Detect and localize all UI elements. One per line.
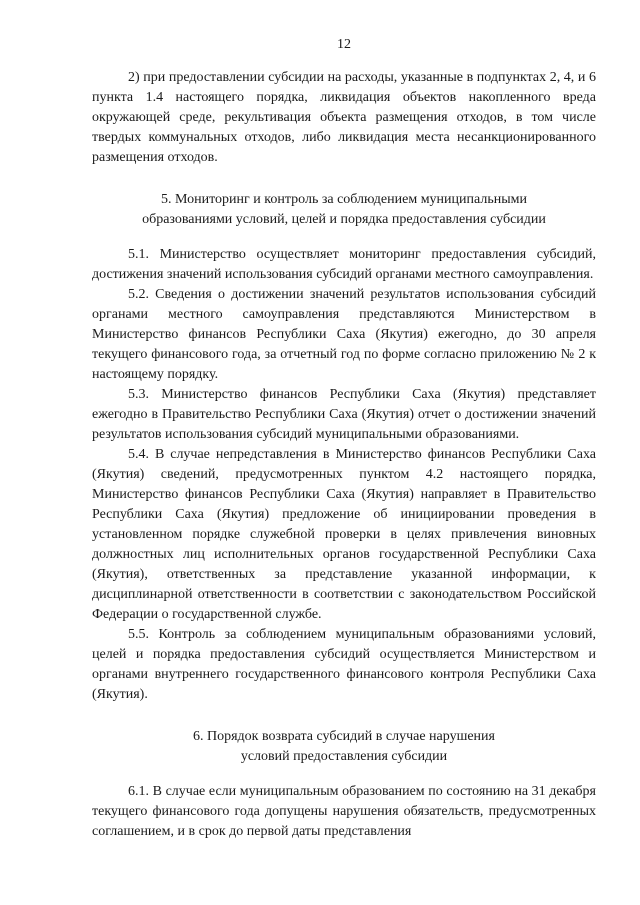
section-6-heading-line-1: 6. Порядок возврата субсидий в случае нарушения — [193, 729, 495, 744]
document-page — [92, 36, 596, 842]
paragraph-5-3: 5.3. Министерство финансов Республики Саха (Якутия) представляет ежегодно в Правительство Республики Саха (Якутия) отчет о достижении значений результатов использования субсидий муниципальными образованиями. — [92, 387, 596, 442]
page-number: 12 — [337, 37, 351, 52]
paragraph-5-5: 5.5. Контроль за соблюдением муниципальным образованиями условий, целей и порядка предоставления субсидий осуществляется Министерством и органами внутреннего государственного финансового контроля Республики Саха (Якутия). — [92, 627, 596, 702]
section-5-heading — [92, 190, 596, 230]
section-gap — [92, 705, 596, 727]
paragraph-5-1: 5.1. Министерство осуществляет мониторинг предоставления субсидий, достижения значений использования субсидий органами местного самоуправления. — [92, 247, 596, 282]
section-5-heading-line-2: образованиями условий, целей и порядка предоставления субсидии — [142, 212, 546, 227]
paragraph-5-2: 5.2. Сведения о достижении значений результатов использования субсидий органами местного самоуправления представляются Министерством в Министерство финансов Республики Саха (Якутия) ежегодно, до 30 апреля текущего финансового года, за отчетный год по форме согласно приложению № 2 к настоящему порядку. — [92, 287, 596, 382]
section-gap — [92, 168, 596, 190]
heading-gap — [92, 767, 596, 782]
paragraph-6-1: 6.1. В случае если муниципальным образованием по состоянию на 31 декабря текущего финансового года допущены нарушения обязательств, предусмотренных соглашением, и в срок до первой даты представления — [92, 784, 596, 839]
paragraph-2-subsidy-expenses: 2) при предоставлении субсидии на расходы, указанные в подпунктах 2, 4, и 6 пункта 1.4 настоящего порядка, ликвидация объектов накопленного вреда окружающей среде, рекультивация объекта размещения отходов, в том числе твердых коммунальных отходов, либо ликвидация места несанкционированного размещения отходов. — [92, 70, 596, 165]
section-5-heading-line-1: 5. Мониторинг и контроль за соблюдением муниципальными — [161, 192, 527, 207]
section-6-heading — [92, 727, 596, 767]
heading-gap — [92, 230, 596, 245]
section-6-heading-line-2: условий предоставления субсидии — [240, 749, 448, 764]
paragraph-5-4: 5.4. В случае непредставления в Министерство финансов Республики Саха (Якутия) сведений, предусмотренных пунктом 4.2 настоящего порядка, Министерство финансов Республики Саха (Якутия) направляет в Правительство Республики Саха (Якутия) предложение об инициировании проведения в установленном порядке служебной проверки в целях привлечения виновных должностных лиц исполнительных органов государственной Республики Саха (Якутия), ответственных за представление указанной информации, к дисциплинарной ответственности в соответствии с законодательством Российской Федерации о государственной службе. — [92, 447, 596, 622]
